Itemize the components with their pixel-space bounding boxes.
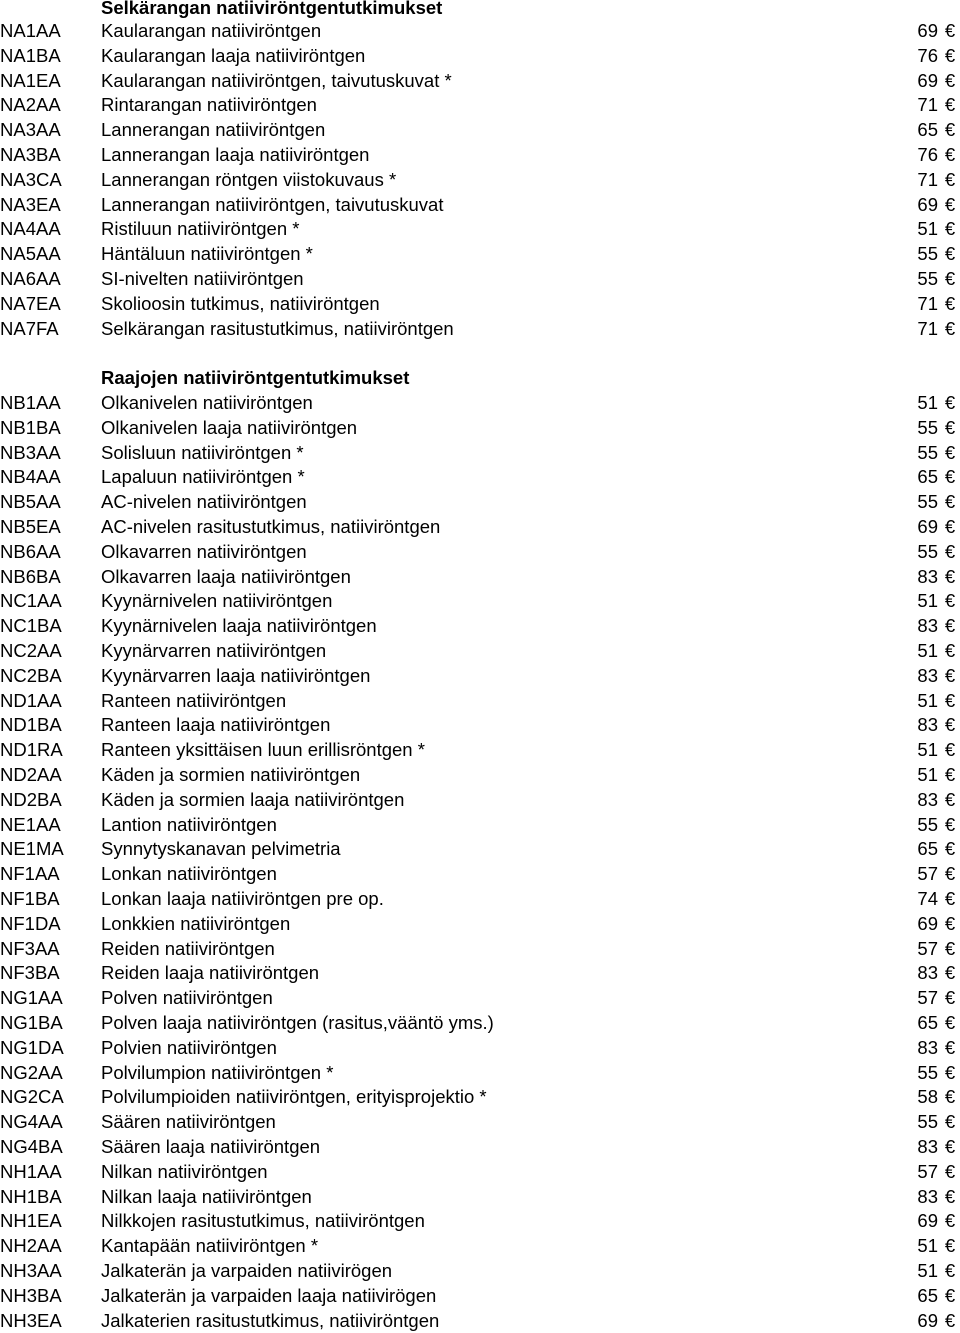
exam-description: Jalkaterän ja varpaiden laaja natiivirögen [101,1284,437,1306]
price-row [0,713,960,738]
exam-code: NA4AA [0,218,61,240]
currency-symbol: € [944,1036,956,1058]
price-row [0,614,960,639]
currency-symbol: € [944,615,956,637]
currency-symbol: € [944,441,956,463]
exam-description: Häntäluun natiiviröntgen * [101,243,313,265]
price-row [0,69,960,94]
exam-price: 69 [917,1309,938,1331]
price-row [0,118,960,143]
currency-symbol: € [944,813,956,835]
exam-code: NH2AA [0,1235,62,1257]
exam-code: ND1AA [0,689,62,711]
exam-description: Lonkan laaja natiiviröntgen pre op. [101,888,384,909]
section-heading: Selkärangan natiiviröntgentutkimukset [101,0,443,18]
price-row [0,1110,960,1135]
exam-description: Ranteen yksittäisen luun erillisröntgen * [101,739,425,761]
exam-code: NH3EA [0,1309,62,1331]
exam-code: NA3AA [0,119,61,141]
currency-symbol: € [944,1160,956,1182]
exam-description: Lannerangan laaja natiiviröntgen [101,144,370,165]
price-row [0,490,960,515]
currency-symbol: € [944,491,956,513]
price-row [0,1209,960,1234]
exam-code: ND1RA [0,739,63,761]
exam-code: NA5AA [0,243,61,265]
currency-symbol: € [944,193,956,215]
exam-code: NA3CA [0,168,62,190]
exam-code: NH1AA [0,1160,62,1182]
exam-description: Jalkaterän ja varpaiden natiivirögen [101,1260,393,1281]
currency-symbol: € [944,1111,956,1133]
exam-price: 51 [917,739,938,761]
exam-price: 51 [917,218,938,240]
currency-symbol: € [944,739,956,761]
currency-symbol: € [944,788,956,810]
exam-price: 83 [917,565,938,587]
exam-code: NC2BA [0,664,62,686]
exam-description: Polven laaja natiiviröntgen (rasitus,vääntö yms.) [101,1012,494,1033]
exam-description: Käden ja sormien laaja natiiviröntgen [101,788,405,810]
exam-description: Polvilumpion natiiviröntgen * [101,1061,334,1083]
price-row [0,986,960,1011]
exam-code: NA3EA [0,193,61,215]
exam-description: Kantapään natiiviröntgen * [101,1235,319,1257]
currency-symbol: € [944,1086,956,1108]
exam-price: 83 [917,1185,938,1207]
price-row [0,1085,960,1110]
price-row [0,465,960,490]
exam-price: 74 [917,888,938,909]
exam-code: NA1EA [0,69,61,91]
price-row [0,1185,960,1210]
price-row [0,267,960,292]
price-row [0,912,960,937]
exam-description: Ranteen natiiviröntgen [101,689,287,711]
exam-price: 57 [917,1160,938,1182]
exam-description: Polvien natiiviröntgen [101,1036,277,1058]
currency-symbol: € [944,268,956,289]
exam-code: NE1MA [0,838,64,860]
currency-symbol: € [944,144,956,165]
currency-symbol: € [944,1061,956,1083]
exam-price: 55 [917,540,938,562]
exam-description: Polven natiiviröntgen [101,987,273,1009]
exam-code: NA2AA [0,94,61,116]
exam-code: NA1AA [0,20,61,41]
exam-price: 57 [917,863,938,885]
price-row [0,193,960,218]
exam-code: NB6BA [0,565,61,587]
exam-price: 55 [917,243,938,265]
exam-description: Kyynärnivelen laaja natiiviröntgen [101,615,377,637]
exam-price: 69 [917,516,938,537]
exam-description: Ranteen laaja natiiviröntgen [101,714,331,736]
exam-description: Käden ja sormien natiiviröntgen [101,764,361,785]
exam-price: 51 [917,590,938,612]
currency-symbol: € [944,466,956,488]
currency-symbol: € [944,863,956,885]
exam-description: Kaularangan natiiviröntgen, taivutuskuvat * [101,69,452,91]
price-row [0,1135,960,1160]
exam-description: Rintarangan natiiviröntgen [101,94,317,116]
exam-price: 51 [917,689,938,711]
exam-price: 83 [917,615,938,637]
exam-price: 55 [917,1061,938,1083]
exam-description: Säären natiiviröntgen [101,1111,276,1133]
currency-symbol: € [944,540,956,562]
currency-symbol: € [944,838,956,860]
exam-description: Lantion natiiviröntgen [101,813,277,835]
exam-code: NH3AA [0,1260,62,1281]
price-row [0,143,960,168]
exam-description: Nilkan natiiviröntgen [101,1160,268,1182]
price-row [0,317,960,342]
exam-code: NH3BA [0,1284,62,1306]
currency-symbol: € [944,1235,956,1257]
section-heading: Raajojen natiiviröntgentutkimukset [101,367,410,388]
exam-price: 57 [917,987,938,1009]
exam-price: 83 [917,788,938,810]
price-row [0,168,960,193]
exam-description: Kyynärvarren natiiviröntgen [101,640,327,661]
exam-price: 69 [917,69,938,91]
currency-symbol: € [944,912,956,934]
exam-price: 83 [917,1036,938,1058]
currency-symbol: € [944,20,956,41]
currency-symbol: € [944,987,956,1009]
exam-price: 55 [917,813,938,835]
price-row [0,813,960,838]
exam-price: 58 [917,1086,938,1108]
currency-symbol: € [944,1260,956,1281]
exam-description: Lapaluun natiiviröntgen * [101,466,305,488]
price-row [0,961,960,986]
price-row [0,565,960,590]
price-row [0,1160,960,1185]
currency-symbol: € [944,292,956,314]
exam-description: Skolioosin tutkimus, natiiviröntgen [101,292,380,314]
exam-code: NG1DA [0,1036,64,1058]
exam-price: 69 [917,193,938,215]
exam-code: NF3AA [0,937,60,959]
exam-description: Olkavarren laaja natiiviröntgen [101,565,351,587]
exam-code: NG4AA [0,1111,63,1133]
price-row [0,217,960,242]
exam-code: NA3BA [0,144,61,165]
exam-code: NC1BA [0,615,62,637]
currency-symbol: € [944,937,956,959]
price-row [0,242,960,267]
currency-symbol: € [944,1185,956,1207]
currency-symbol: € [944,1210,956,1232]
exam-price: 65 [917,466,938,488]
exam-price: 65 [917,1284,938,1306]
exam-price: 76 [917,144,938,165]
exam-price: 65 [917,1012,938,1033]
exam-code: NF3BA [0,962,60,984]
exam-code: NA7FA [0,317,59,339]
exam-description: Olkanivelen laaja natiiviröntgen [101,416,358,438]
exam-code: NE1AA [0,813,61,835]
exam-code: ND2AA [0,764,62,785]
exam-price: 51 [917,392,938,413]
exam-description: Lannerangan röntgen viistokuvaus * [101,168,397,190]
currency-symbol: € [944,516,956,537]
price-row [0,292,960,317]
exam-code: NC2AA [0,640,62,661]
currency-symbol: € [944,888,956,909]
exam-description: Reiden natiiviröntgen [101,937,275,959]
exam-description: Olkavarren natiiviröntgen [101,540,307,562]
exam-description: SI-nivelten natiiviröntgen [101,268,304,289]
price-row [0,788,960,813]
currency-symbol: € [944,94,956,116]
exam-code: NB4AA [0,466,61,488]
exam-code: NG1AA [0,987,63,1009]
exam-price: 57 [917,937,938,959]
currency-symbol: € [944,962,956,984]
currency-symbol: € [944,1136,956,1157]
price-row [0,763,960,788]
exam-description: Polvilumpioiden natiiviröntgen, erityisprojektio * [101,1086,487,1108]
currency-symbol: € [944,69,956,91]
exam-price: 51 [917,640,938,661]
currency-symbol: € [944,664,956,686]
exam-price: 71 [917,317,938,339]
price-row [0,1259,960,1284]
exam-code: NH1BA [0,1185,62,1207]
exam-code: NF1BA [0,888,60,909]
currency-symbol: € [944,640,956,661]
exam-description: Lonkan natiiviröntgen [101,863,277,885]
exam-description: Reiden laaja natiiviröntgen [101,962,320,984]
exam-code: NH1EA [0,1210,62,1232]
exam-code: NB1BA [0,416,61,438]
exam-price: 55 [917,1111,938,1133]
exam-description: Olkanivelen natiiviröntgen [101,392,313,413]
exam-code: NC1AA [0,590,62,612]
currency-symbol: € [944,565,956,587]
price-row [0,1234,960,1259]
currency-symbol: € [944,243,956,265]
exam-description: AC-nivelen natiiviröntgen [101,491,307,513]
price-row [0,441,960,466]
exam-description: Lannerangan natiiviröntgen [101,119,326,141]
exam-code: NG2CA [0,1086,64,1108]
exam-price: 83 [917,664,938,686]
exam-code: NG1BA [0,1012,63,1033]
exam-code: NG2AA [0,1061,63,1083]
exam-description: Lannerangan natiiviröntgen, taivutuskuvat [101,193,444,215]
price-row [0,837,960,862]
exam-code: NB3AA [0,441,61,463]
exam-description: Selkärangan rasitustutkimus, natiiviröntgen [101,317,454,339]
currency-symbol: € [944,416,956,438]
exam-price: 71 [917,168,938,190]
exam-description: Solisluun natiiviröntgen * [101,441,304,463]
exam-code: NA6AA [0,268,61,289]
exam-price: 51 [917,1260,938,1281]
exam-price: 83 [917,714,938,736]
price-row [0,1036,960,1061]
price-row [0,93,960,118]
currency-symbol: € [944,590,956,612]
exam-code: NG4BA [0,1136,63,1157]
exam-price: 76 [917,44,938,66]
exam-description: AC-nivelen rasitustutkimus, natiiviröntgen [101,516,441,537]
exam-price: 69 [917,912,938,934]
exam-price: 65 [917,838,938,860]
exam-code: NA1BA [0,44,61,66]
currency-symbol: € [944,714,956,736]
currency-symbol: € [944,119,956,141]
price-row [0,589,960,614]
exam-code: NA7EA [0,292,61,314]
exam-code: NB5EA [0,516,61,537]
price-row [0,515,960,540]
exam-price: 71 [917,292,938,314]
exam-price: 83 [917,962,938,984]
currency-symbol: € [944,168,956,190]
exam-price: 71 [917,94,938,116]
currency-symbol: € [944,392,956,413]
price-row [0,19,960,44]
exam-price: 83 [917,1136,938,1157]
price-row [0,540,960,565]
price-row [0,862,960,887]
price-row [0,689,960,714]
price-row [0,416,960,441]
exam-description: Säären laaja natiiviröntgen [101,1136,321,1157]
exam-description: Nilkkojen rasitustutkimus, natiiviröntgen [101,1210,425,1232]
price-row [0,639,960,664]
exam-description: Ristiluun natiiviröntgen * [101,218,300,240]
currency-symbol: € [944,218,956,240]
exam-price: 55 [917,441,938,463]
currency-symbol: € [944,1284,956,1306]
currency-symbol: € [944,689,956,711]
exam-price: 51 [917,764,938,785]
exam-description: Lonkkien natiiviröntgen [101,912,291,934]
exam-description: Nilkan laaja natiiviröntgen [101,1185,312,1207]
exam-description: Kyynärnivelen natiiviröntgen [101,590,333,612]
exam-price: 51 [917,1235,938,1257]
price-row [0,44,960,69]
currency-symbol: € [944,764,956,785]
exam-price: 69 [917,1210,938,1232]
exam-code: NF1AA [0,863,60,885]
exam-description: Jalkaterien rasitustutkimus, natiiviröntgen [101,1309,440,1331]
price-row [0,1284,960,1309]
currency-symbol: € [944,1012,956,1033]
currency-symbol: € [944,317,956,339]
exam-code: ND2BA [0,788,62,810]
exam-price: 69 [917,20,938,41]
price-row [0,391,960,416]
exam-price: 55 [917,416,938,438]
exam-price: 65 [917,119,938,141]
price-row [0,887,960,912]
price-row [0,1011,960,1036]
exam-description: Synnytyskanavan pelvimetria [101,838,341,860]
price-row [0,1061,960,1086]
currency-symbol: € [944,1309,956,1331]
exam-description: Kaularangan natiiviröntgen [101,20,322,41]
exam-code: ND1BA [0,714,62,736]
price-row [0,738,960,763]
exam-code: NB6AA [0,540,61,562]
exam-code: NB1AA [0,392,61,413]
exam-price: 55 [917,268,938,289]
price-row [0,664,960,689]
exam-price: 55 [917,491,938,513]
exam-code: NF1DA [0,912,61,934]
exam-description: Kyynärvarren laaja natiiviröntgen [101,664,371,686]
currency-symbol: € [944,44,956,66]
price-row [0,1309,960,1333]
exam-code: NB5AA [0,491,61,513]
exam-description: Kaularangan laaja natiiviröntgen [101,44,366,66]
price-row [0,937,960,962]
